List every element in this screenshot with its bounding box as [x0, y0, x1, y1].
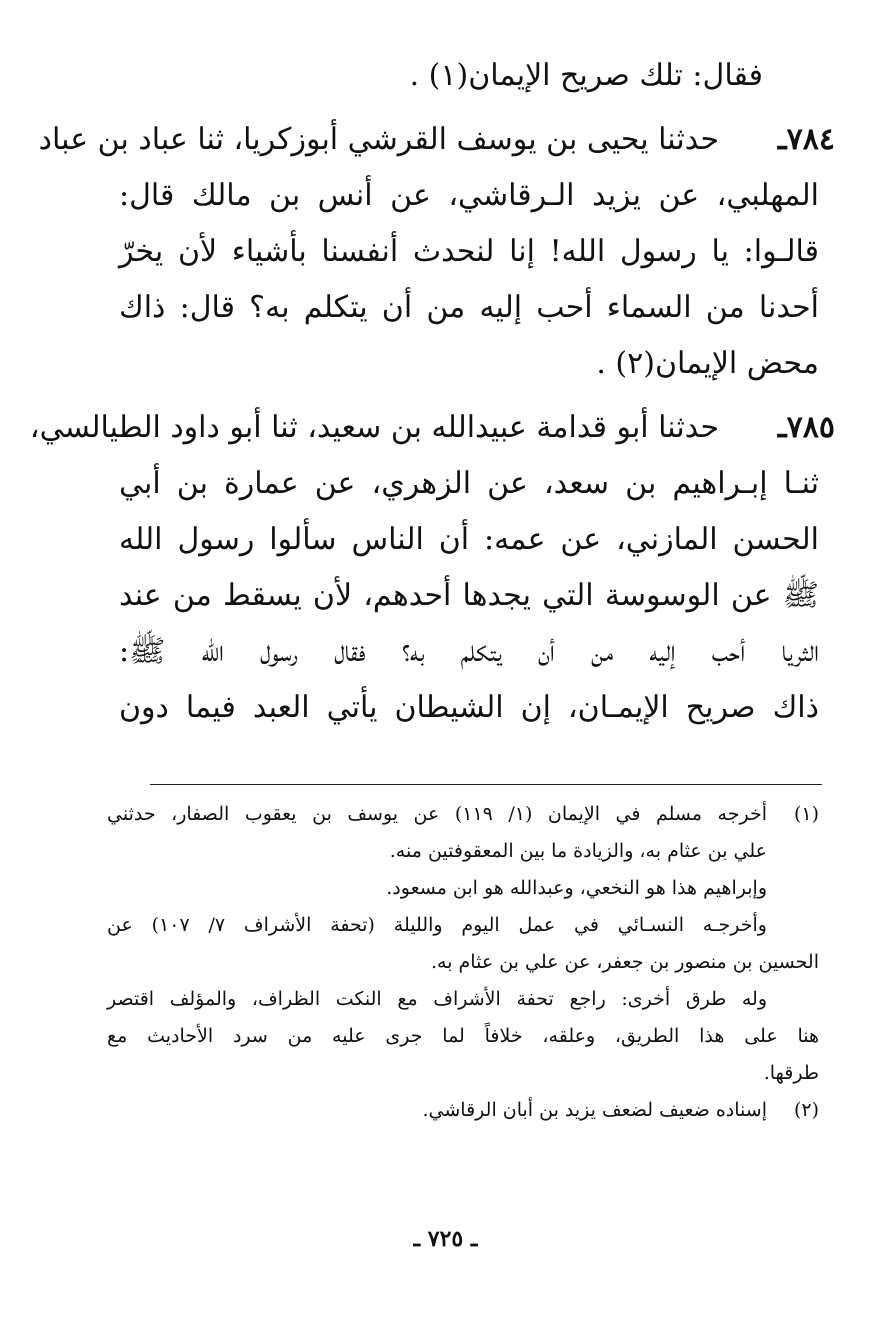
hadith-line: ثنـا إبـراهيم بن سعد، عن الزهري، عن عمارة بن أبي — [119, 466, 819, 501]
hadith-number: ٧٨٥ـ — [777, 410, 835, 445]
footnote-line: طرقها. — [763, 1062, 819, 1084]
footnote-line: وأخرجـه النسـائي في عمل اليوم والليلة (تحفة الأشراف ٧/ ١٠٧) عن — [107, 914, 767, 936]
footnote-line: وإبراهيم هذا هو النخعي، وعبدالله هو ابن مسعود. — [386, 877, 767, 899]
page-number: ـ ٧٢٥ ـ — [413, 1226, 478, 1252]
continuation-line: فقال: تلك صريح الإيمان(١) . — [409, 58, 763, 93]
footnote-marker: (٢) — [793, 1099, 819, 1121]
hadith-number: ٧٨٤ـ — [777, 122, 835, 157]
hadith-line: قالـوا: يا رسول الله! إنا لنحدث أنفسنا بأشياء لأن يخرّ — [119, 234, 819, 269]
footnote-line: هنا على هذا الطريق، وعلقه، خلافاً لما جرى عليه من سرد الأحاديث مع — [107, 1025, 819, 1047]
footnote-line: إسناده ضعيف لضعف يزيد بن أبان الرقاشي. — [422, 1099, 767, 1121]
footnote-line: أخرجه مسلم في الإيمان (١/ ١١٩) عن يوسف بن يعقوب الصفار، حدثني — [107, 803, 767, 825]
hadith-785 — [29, 400, 835, 736]
footnote-divider — [150, 784, 822, 785]
hadith-784 — [38, 112, 835, 392]
hadith-line: محض الإيمان(٢) . — [596, 346, 819, 381]
footnote-line: الحسين بن منصور بن جعفر، عن علي بن عثام به. — [430, 951, 819, 973]
footnote-2 — [107, 1092, 819, 1129]
hadith-line: أحدنا من السماء أحب إليه من أن يتكلم به؟ قال: ذاك — [119, 290, 819, 325]
footnote-line: وله طرق أخرى: راجع تحفة الأشراف مع النكت الظراف، والمؤلف اقتصر — [107, 988, 767, 1010]
footnote-line: علي بن عثام به، والزيادة ما بين المعقوفتين منه. — [389, 840, 767, 862]
hadith-line: الثريا أحب إليه من أن يتكلم به؟ فقال رسول الله ﷺ: — [119, 634, 819, 669]
footnote-1 — [107, 796, 819, 1092]
hadith-line: حدثنا أبو قدامة عبيدالله بن سعيد، ثنا أبو داود الطيالسي، — [29, 410, 719, 445]
hadith-line: الحسن المازني، عن عمه: أن الناس سألوا رسول الله — [119, 522, 819, 557]
hadith-line: حدثنا يحيى بن يوسف القرشي أبوزكريا، ثنا عباد بن عباد — [38, 122, 719, 157]
hadith-line: ذاك صريح الإيمـان، إن الشيطان يأتي العبد فيما دون — [119, 690, 819, 725]
hadith-line: ﷺ عن الوسوسة التي يجدها أحدهم، لأن يسقط من عند — [119, 578, 819, 613]
hadith-line: المهلبي، عن يزيد الـرقاشي، عن أنس بن مالك قال: — [119, 178, 819, 213]
footnote-marker: (١) — [793, 803, 819, 825]
footnotes — [107, 796, 819, 1129]
main-text — [29, 48, 835, 736]
